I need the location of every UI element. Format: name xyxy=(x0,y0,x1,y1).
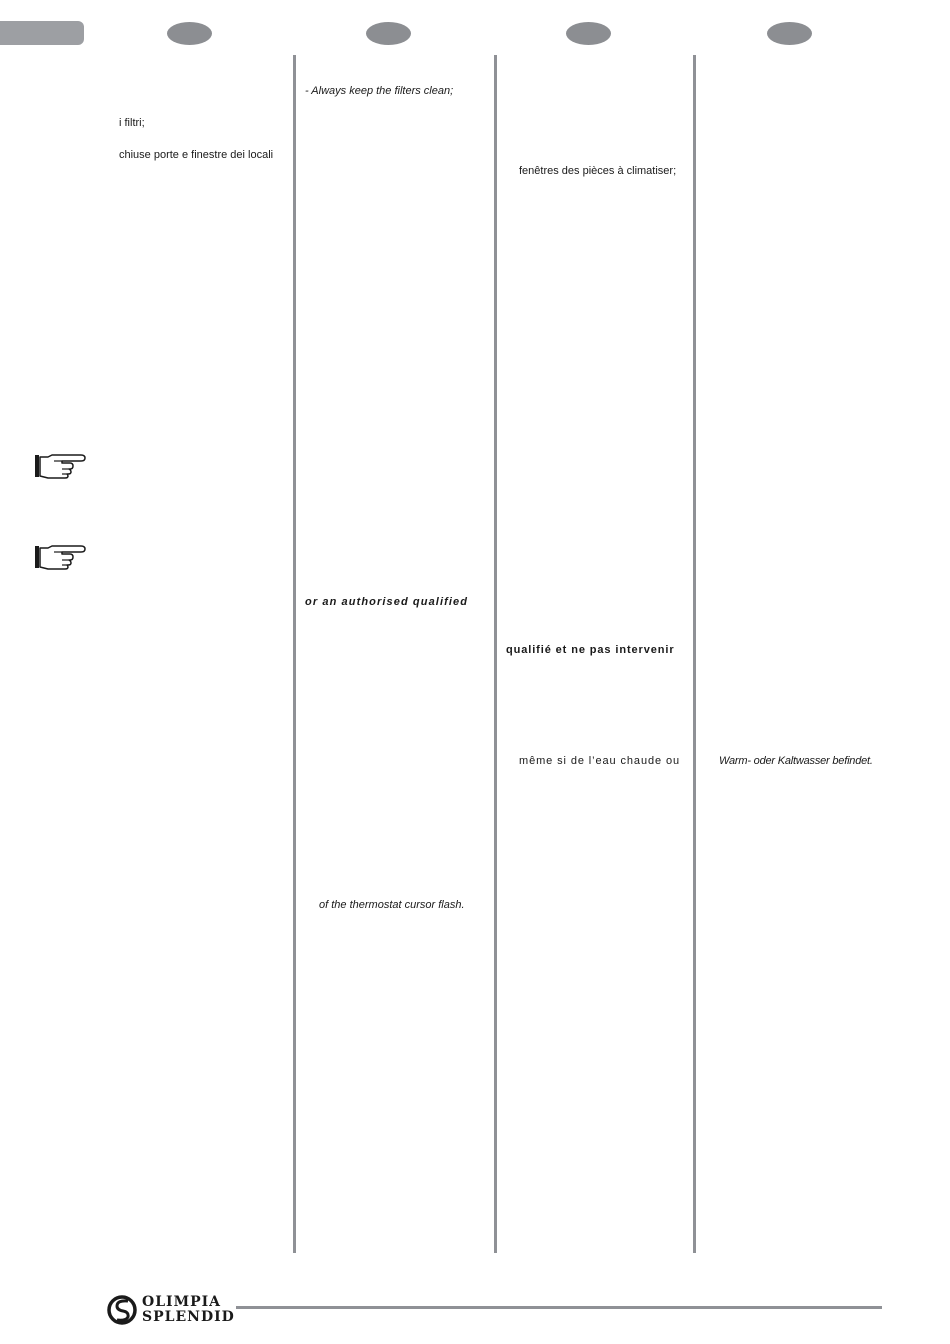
column-divider-1 xyxy=(293,55,296,1253)
language-tab-italian xyxy=(0,21,84,45)
italian-text-filters: i filtri; xyxy=(119,117,145,129)
german-text-water: Warm- oder Kaltwasser befindet. xyxy=(719,755,873,767)
french-text-qualified: qualifié et ne pas intervenir xyxy=(506,644,675,656)
logo-mark-icon xyxy=(106,1295,138,1325)
language-dot-german xyxy=(566,22,611,45)
language-dot-english xyxy=(167,22,212,45)
language-dot-french xyxy=(366,22,411,45)
olimpia-splendid-logo xyxy=(106,1293,236,1327)
pointing-hand-icon xyxy=(34,544,86,570)
english-text-thermostat: of the thermostat cursor flash. xyxy=(319,899,465,911)
column-divider-2 xyxy=(494,55,497,1253)
french-text-windows: fenêtres des pièces à climatiser; xyxy=(519,165,677,177)
italian-text-windows: chiuse porte e finestre dei locali xyxy=(119,149,274,161)
logo-word-splendid: SPLENDID xyxy=(142,1309,235,1325)
french-text-water: même si de l’eau chaude ou xyxy=(519,755,680,767)
logo-word-olimpia: OLIMPIA xyxy=(142,1294,222,1310)
column-divider-3 xyxy=(693,55,696,1253)
footer-rule xyxy=(236,1306,882,1309)
english-text-qualified: or an authorised qualified xyxy=(305,596,469,608)
pointing-hand-icon xyxy=(34,453,86,479)
language-dot-spanish xyxy=(767,22,812,45)
english-text-filters: - Always keep the filters clean; xyxy=(305,85,454,97)
